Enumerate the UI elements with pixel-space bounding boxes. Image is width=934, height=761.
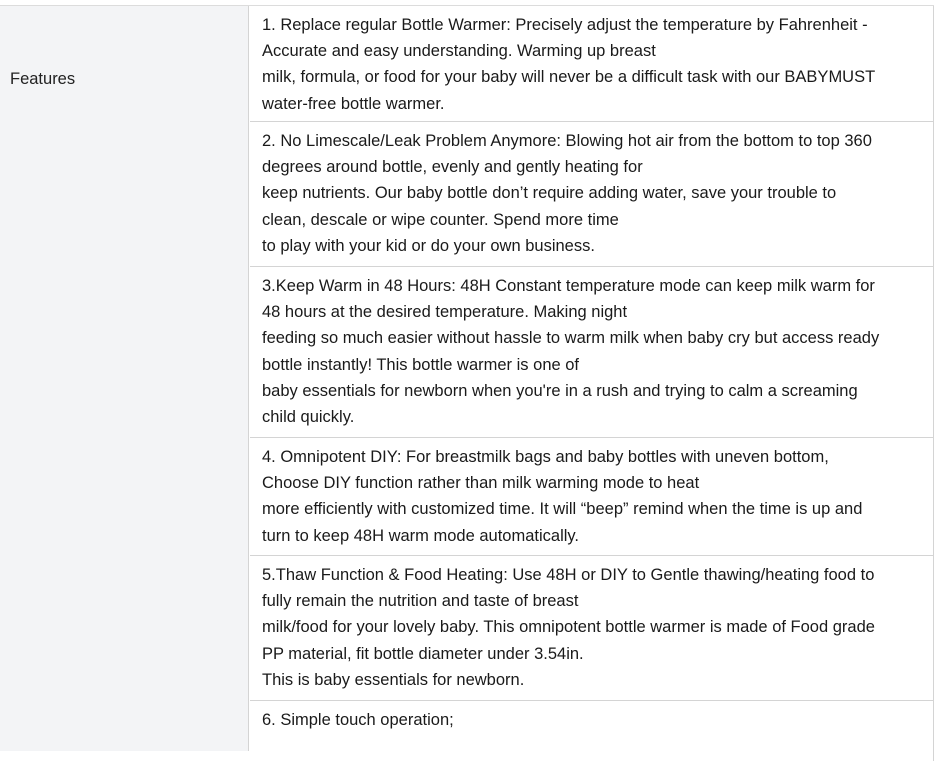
feature-text-line: water-free bottle warmer. [262, 94, 445, 113]
feature-row [250, 267, 933, 438]
feature-text-line: 3.Keep Warm in 48 Hours: 48H Constant temperature mode can keep milk warm for [262, 277, 875, 295]
feature-text-line: 1. Replace regular Bottle Warmer: Precisely adjust the temperature by Fahrenheit - [262, 16, 868, 34]
feature-text-line: 48 hours at the desired temperature. Making night [262, 303, 628, 322]
feature-row [250, 701, 933, 761]
feature-text-line: more efficiently with customized time. It will “beep” remind when the time is up and [262, 500, 863, 519]
features-table [0, 5, 934, 729]
feature-text-line: Accurate and easy understanding. Warming up breast [262, 42, 656, 61]
feature-text-line: keep nutrients. Our baby bottle don’t require adding water, save your trouble to [262, 184, 837, 203]
feature-text-line: bottle instantly! This bottle warmer is one of [262, 355, 580, 374]
feature-text-line: to play with your kid or do your own business. [262, 236, 595, 255]
feature-text-line: feeding so much easier without hassle to warm milk when baby cry but access ready [262, 329, 880, 348]
feature-text-line: milk/food for your lovely baby. This omnipotent bottle warmer is made of Food grade [262, 618, 875, 637]
feature-text-line: degrees around bottle, evenly and gently heating for [262, 158, 643, 177]
feature-text-line: Choose DIY function rather than milk warming mode to heat [262, 474, 700, 493]
feature-text-line: 6. Simple touch operation; [262, 711, 454, 729]
feature-row [250, 556, 933, 701]
feature-text-line: fully remain the nutrition and taste of breast [262, 592, 579, 611]
feature-text-line: turn to keep 48H warm mode automatically. [262, 526, 580, 545]
feature-text-line: child quickly. [262, 408, 355, 427]
features-label: Features [10, 70, 76, 88]
feature-text-line: This is baby essentials for newborn. [262, 670, 525, 689]
features-list [250, 6, 934, 761]
feature-row [250, 438, 933, 556]
feature-text-line: baby essentials for newborn when you're in a rush and trying to calm a screaming [262, 381, 858, 400]
feature-text-line: 4. Omnipotent DIY: For breastmilk bags and baby bottles with uneven bottom, [262, 448, 829, 466]
feature-text-line: milk, formula, or food for your baby will never be a difficult task with our BABYMUST [262, 68, 876, 87]
feature-row [250, 122, 933, 267]
feature-text-line: 5.Thaw Function & Food Heating: Use 48H or DIY to Gentle thawing/heating food to [262, 566, 875, 584]
feature-text-line: PP material, fit bottle diameter under 3.54in. [262, 644, 584, 663]
feature-text-line: 2. No Limescale/Leak Problem Anymore: Blowing hot air from the bottom to top 360 [262, 132, 872, 150]
features-label-cell [0, 6, 249, 751]
feature-text-line: clean, descale or wipe counter. Spend more time [262, 210, 619, 229]
feature-row [250, 6, 933, 122]
